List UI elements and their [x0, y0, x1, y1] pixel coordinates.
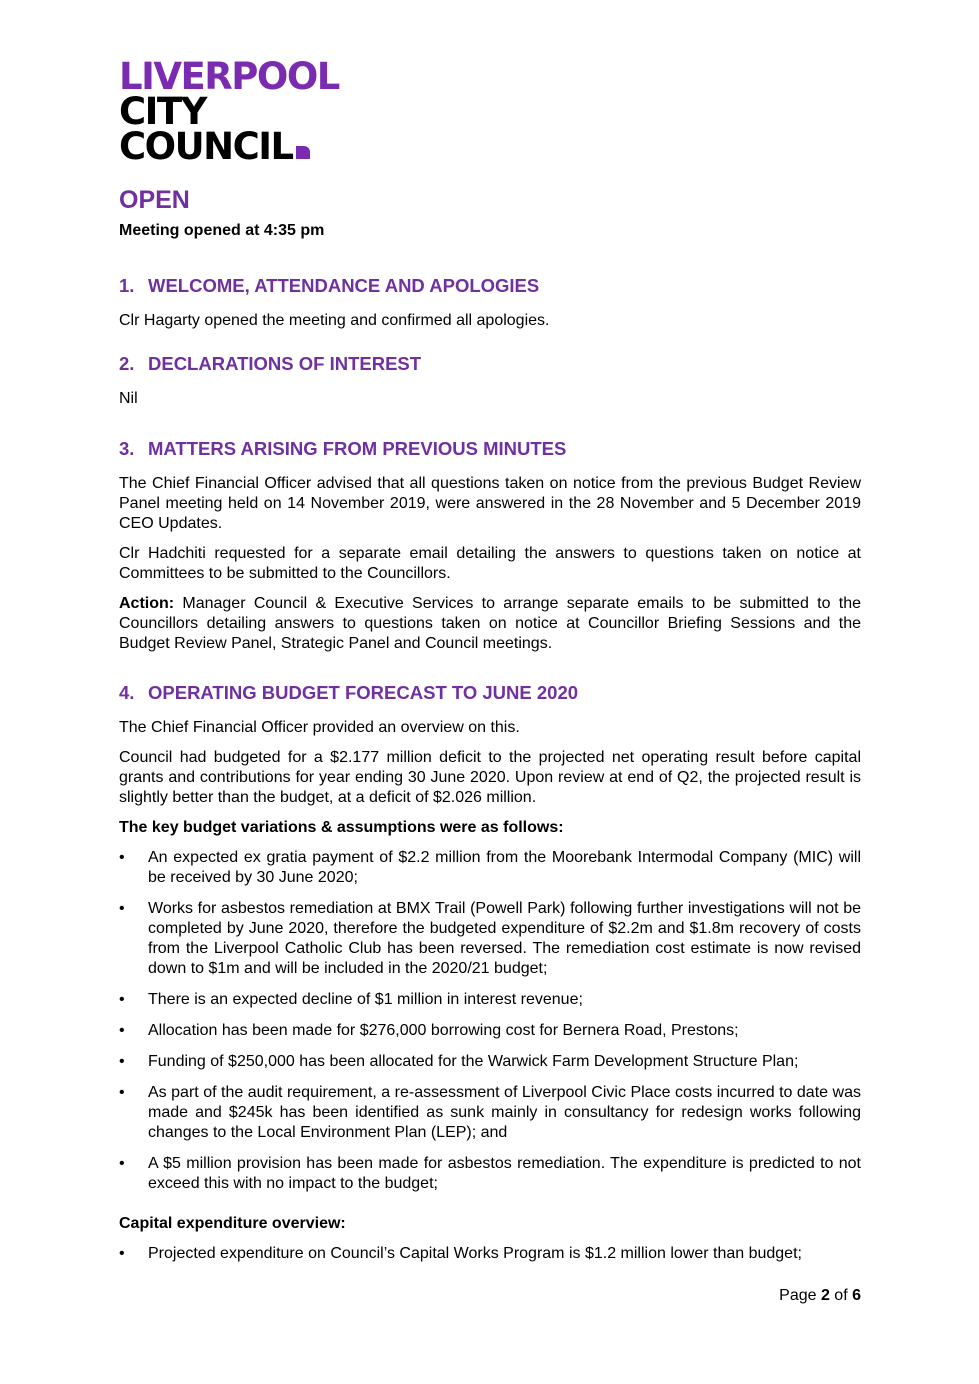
- list-item: • Works for asbestos remediation at BMX Trail (Powell Park) following further investigations will not be completed by June 2020, therefore the budgeted expenditure of $2.2m and $1.8m recovery of costs from the Liverpool Catholic Club has been reversed. The remediation cost estimate is now revised down to $1m and will be included in the 2020/21 budget;: [119, 899, 861, 979]
- section-1: [119, 275, 861, 331]
- logo-line-2: CITY: [119, 90, 206, 133]
- list-item: • There is an expected decline of $1 million in interest revenue;: [119, 990, 861, 1010]
- list-item: • Allocation has been made for $276,000 borrowing cost for Bernera Road, Prestons;: [119, 1021, 861, 1041]
- list-item: • An expected ex gratia payment of $2.2 million from the Moorebank Intermodal Company (MIC) will be received by 30 June 2020;: [119, 848, 861, 888]
- section-3-action: Action: Manager Council & Executive Services to arrange separate emails to be submitted to the Councillors detailing answers to questions taken on notice at Councillor Briefing Sessions and the Budget Review Panel, Strategic Panel and Council meetings.: [119, 595, 861, 652]
- logo-line-1: LIVERPOOL: [119, 55, 339, 98]
- council-logo: [119, 55, 339, 168]
- section-1-text: Clr Hagarty opened the meeting and confirmed all apologies.: [119, 312, 550, 329]
- section-2-heading: 2. DECLARATIONS OF INTEREST: [119, 353, 422, 374]
- page-number: Page 2 of 6: [779, 1287, 861, 1304]
- section-2-text: Nil: [119, 390, 138, 407]
- meeting-opened-text: Meeting opened at 4:35 pm: [119, 222, 325, 239]
- variations-heading: The key budget variations & assumptions were as follows:: [119, 819, 564, 836]
- section-4-heading: 4. OPERATING BUDGET FORECAST TO JUNE 2020: [119, 682, 579, 703]
- section-4: [119, 682, 861, 1275]
- open-heading: OPEN: [119, 186, 190, 214]
- section-1-heading: 1. WELCOME, ATTENDANCE AND APOLOGIES: [119, 275, 540, 296]
- logo-line-3: COUNCIL: [119, 128, 339, 161]
- capex-list: [119, 1244, 861, 1264]
- list-item: • Funding of $250,000 has been allocated for the Warwick Farm Development Structure Plan;: [119, 1052, 861, 1072]
- section-3: [119, 438, 861, 654]
- section-4-para-1: The Chief Financial Officer provided an overview on this.: [119, 719, 520, 736]
- section-2: [119, 353, 861, 409]
- list-item: • Projected expenditure on Council’s Capital Works Program is $1.2 million lower than budget;: [119, 1244, 861, 1264]
- list-item: • A $5 million provision has been made for asbestos remediation. The expenditure is predicted to not exceed this with no impact to the budget;: [119, 1154, 861, 1194]
- section-3-para-2: Clr Hadchiti requested for a separate email detailing the answers to questions taken on notice at Committees to be submitted to the Councillors.: [119, 545, 861, 582]
- variations-list: [119, 848, 861, 1194]
- section-3-heading: 3. MATTERS ARISING FROM PREVIOUS MINUTES: [119, 438, 567, 459]
- logo-mark-icon: [296, 146, 310, 159]
- section-4-para-2: Council had budgeted for a $2.177 million deficit to the projected net operating result before capital grants and contributions for year ending 30 June 2020. Upon review at end of Q2, the projected result is slightly better than the budget, at a deficit of $2.026 million.: [119, 749, 861, 806]
- capex-heading: Capital expenditure overview:: [119, 1215, 346, 1232]
- list-item: • As part of the audit requirement, a re-assessment of Liverpool Civic Place costs incurred to date was made and $245k has been identified as sunk mainly in consultancy for redesign works following changes to the Local Environment Plan (LEP); and: [119, 1083, 861, 1143]
- section-3-para-1: The Chief Financial Officer advised that all questions taken on notice from the previous Budget Review Panel meeting held on 14 November 2019, were answered in the 28 November and 5 December 2019 CEO Updates.: [119, 475, 861, 532]
